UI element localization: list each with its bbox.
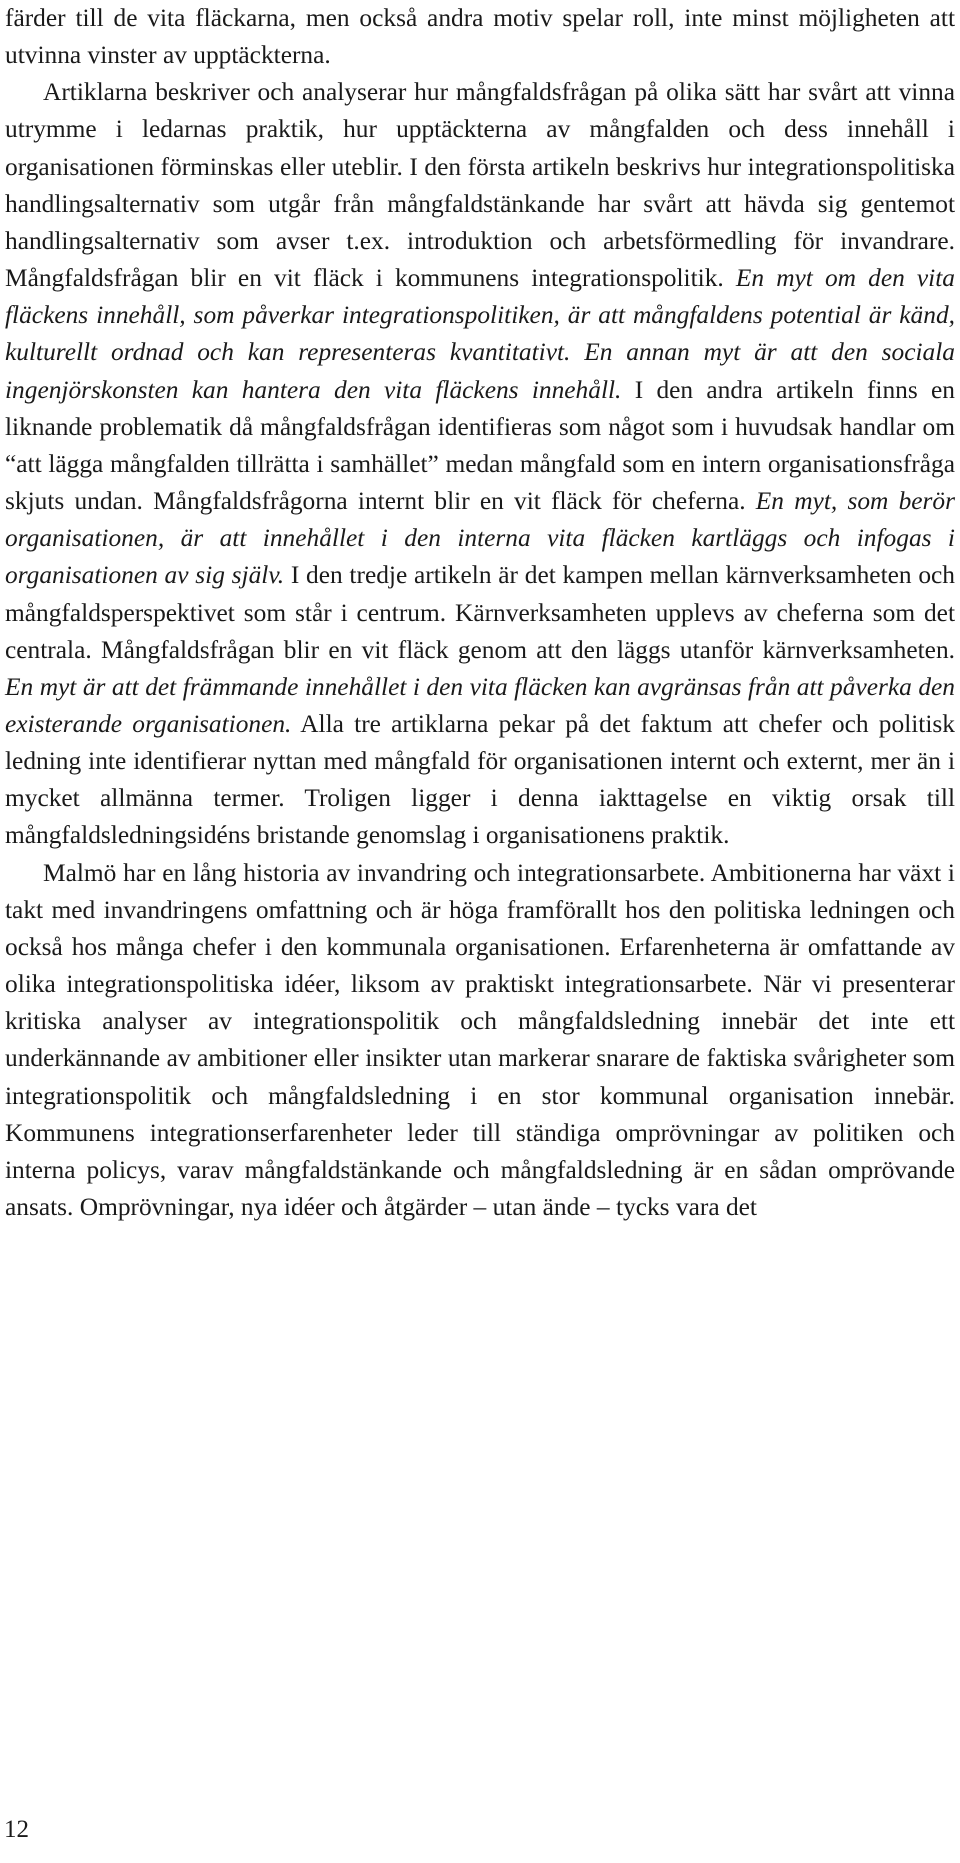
page-number: 12 <box>4 1816 29 1843</box>
text-segment: I den tredje artikeln är det kampen mellan kärnverksamheten och mångfaldsperspektivet som står i centrum. Kärnverksamheten upplevs av cheferna som det centrala. Mångfaldsfrågan blir en vit fläck genom att den läggs utanför kärnverksamheten. <box>5 561 955 664</box>
body-paragraph <box>5 855 955 1227</box>
body-paragraph <box>5 74 955 854</box>
italic-text-segment: En myt är att det främmande innehållet i den vita fläcken kan avgränsas från att påverka den existerande organisationen. <box>5 672 955 738</box>
italic-text-segment: En myt om den vita fläckens innehåll, som påverkar integrationspolitiken, är att mångfaldens potential är känd, kulturellt ordnad och kan representeras kvantitativt. En annan myt är att den sociala ingenjörskonsten kan hantera den vita fläckens innehåll. <box>5 264 955 404</box>
text-segment: Alla tre artiklarna pekar på det faktum att chefer och politisk ledning inte identifierar nyttan med mångfald för organisationen internt och externt, mer än i mycket allmänna termer. Troligen ligger i denna iakttagelse en viktig orsak till mångfaldsledningsidéns bristande genomslag i organisationens praktik. <box>5 709 955 850</box>
body-paragraph <box>5 0 955 74</box>
text-segment: färder till de vita fläckarna, men också andra motiv spelar roll, inte minst möjligheten att utvinna vinster av upptäckterna. <box>5 4 955 70</box>
page-body <box>5 0 955 1226</box>
text-segment: Artiklarna beskriver och analyserar hur mångfaldsfrågan på olika sätt har svårt att vinna utrymme i ledarnas praktik, hur upptäckterna av mångfalden och dess innehåll i organisationen förminskas eller uteblir. I den första artikeln beskrivs hur integrationspolitiska handlingsalternativ som utgår från mångfaldstänkande har svårt att hävda sig gentemot handlingsalternativ som avser t.ex. introduktion och arbetsförmedling för invandrare. Mångfaldsfrågan blir en vit fläck i kommunens integrationspolitik. <box>5 78 955 293</box>
text-segment: Malmö har en lång historia av invandring och integrationsarbete. Ambitionerna har växt i takt med invandringens omfattning och är höga framförallt hos den politiska ledningen och också hos många chefer i den kommunala organisationen. Erfarenheterna är omfattande av olika integrationspolitiska idéer, liksom av praktiskt integrationsarbete. När vi presenterar kritiska analyser av integrationspolitik och mångfaldsledning innebär det inte ett underkännande av ambitioner eller insikter utan markerar snarare de faktiska svårigheter som integrationspolitik och mångfaldsledning i en stor kommunal organisation innebär. Kommunens integrationserfarenheter leder till ständiga omprövningar av politiken och interna policys, varav mångfaldstänkande och mångfaldsledning är en sådan omprövande ansats. Omprövningar, nya idéer och åtgärder – utan ände – tycks vara det <box>5 858 955 1221</box>
text-segment: I den andra artikeln finns en liknande problematik då mångfaldsfrågan identifieras som något som i huvudsak handlar om “att lägga mångfalden tillrätta i samhället” medan mångfald som en intern organisationsfråga skjuts undan. Mångfaldsfrågorna internt blir en vit fläck för cheferna. <box>5 375 955 516</box>
italic-text-segment: En myt, som berör organisationen, är att innehållet i den interna vita fläcken kartläggs och infogas i organisationen av sig själv. <box>5 487 955 590</box>
